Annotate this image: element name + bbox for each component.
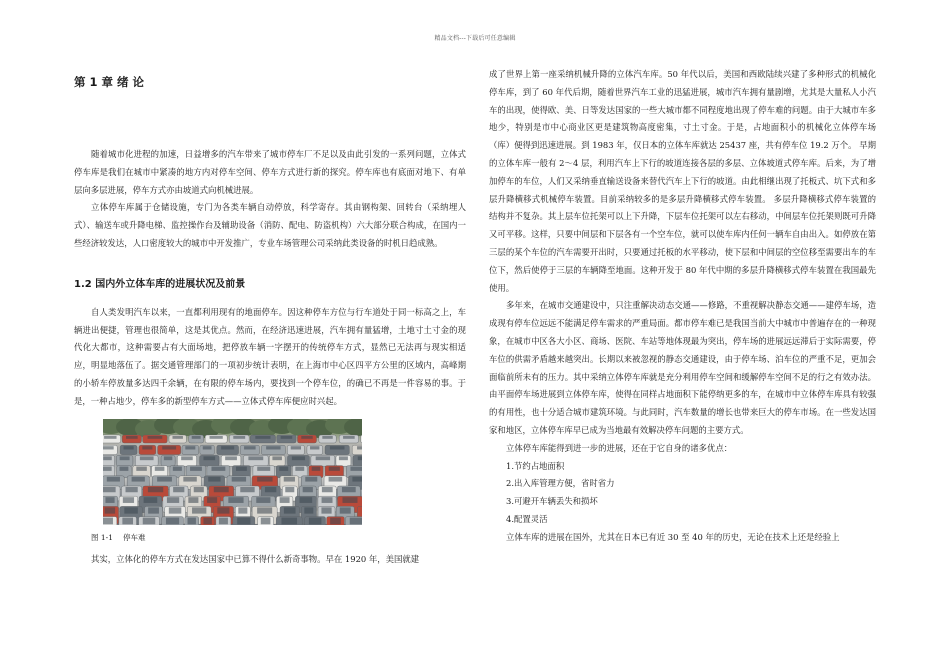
car-window-shape xyxy=(312,466,321,470)
car-window-shape xyxy=(358,456,362,460)
car-window-shape xyxy=(162,446,176,449)
intro-paragraph-1: 随着城市化进程的加速，日益增多的汽车带来了城市停车厂不足以及由此引发的一系列问题，立体式停车库是我们在城市中紧凑的地方内对停车空间、停车方式进行新的探究。停车库也有底面对地下、有单层向多层进展，停车方式亦由坡道式向机械进展。 xyxy=(74,149,466,195)
car-window-shape xyxy=(122,517,133,524)
car-window-shape xyxy=(192,436,201,439)
car-window-shape xyxy=(240,487,254,492)
car-window-shape xyxy=(238,507,247,513)
car-window-shape xyxy=(148,436,163,439)
car-window-shape xyxy=(120,456,130,460)
car-window-shape xyxy=(257,476,272,481)
car-window-shape xyxy=(173,466,182,470)
car-window-shape xyxy=(340,507,351,513)
car-window-shape xyxy=(232,476,246,481)
car-window-shape xyxy=(126,436,138,439)
car-window-shape xyxy=(190,466,202,470)
right-paragraph-4: 立体车库的进展在国外，尤其在日本已有近 30 至 40 年的历史，无论在技术上还是经验上 xyxy=(506,531,840,542)
car-window-shape xyxy=(157,476,172,481)
list-item: 3.可避开车辆丢失和损坏 xyxy=(506,496,598,507)
car-window-shape xyxy=(237,517,250,524)
car-window-shape xyxy=(136,466,147,470)
chapter-title: 第 1 章 绪 论 xyxy=(74,75,145,89)
list-item: 1.节约占地面积 xyxy=(506,460,565,471)
car-window-shape xyxy=(203,456,215,460)
car-window-shape xyxy=(266,446,280,449)
car-window-shape xyxy=(124,446,134,449)
car-window-shape xyxy=(208,476,220,481)
car-window-shape xyxy=(300,497,313,503)
parked-cars-illustration xyxy=(103,419,362,525)
closing-paragraph: 其实，立体化的停车方式在发达国家中已算不得什么新奇事物。早在 1920 年，美国就建 xyxy=(91,553,420,564)
car-window-shape xyxy=(103,456,112,460)
car-window-shape xyxy=(107,476,120,481)
car-shape xyxy=(361,435,362,443)
car-window-shape xyxy=(169,507,181,513)
right-paragraph-2: 多年来，在城市交通建设中，只注重解决动态交通——修路，不重视解决静态交通——建停车场，造成现有停车位远远不能满足停车需求的严重局面。都市停车难已是我国当前大中城市中普遍存在的一种现象，在城市中区各大小区、商场、医院、车站等地体现最为突出，停车场的进展远远滞后于实际需要，停车位的供需矛盾越来越突出。长期以来被忽视的静态交通建设，由于停车场、泊车位的严重不足，更加会面临前所未有的压力。其中采纳立体停车库就是充分利用停车空间和缓解停车空间不足的行之有效办法。由平面停车场进展到立体停车库，使得在同样占地面积下能停纳更多的车，在城市中立体停车库具有较强的有用性，也十分适合城市建筑环境。与此同时，汽车数量的增长也带来巨大的停车市场。在一些发达国家和地区，立体停车库早已成为当地最有效解决停车问题的主要方式。 xyxy=(489,300,876,435)
car-window-shape xyxy=(321,507,331,513)
car-window-shape xyxy=(192,507,206,513)
car-window-shape xyxy=(103,466,112,470)
car-window-shape xyxy=(322,436,332,439)
car-window-shape xyxy=(103,487,116,492)
car-window-shape xyxy=(172,436,182,439)
car-window-shape xyxy=(132,476,145,481)
left-column xyxy=(74,70,466,568)
car-window-shape xyxy=(255,436,270,439)
car-window-shape xyxy=(228,497,243,503)
car-window-shape xyxy=(236,466,247,470)
car-window-shape xyxy=(124,507,138,513)
car-window-shape xyxy=(148,487,163,492)
car-window-shape xyxy=(284,476,295,481)
figure-label: 图 1-1 xyxy=(91,532,113,542)
car-window-shape xyxy=(350,517,362,524)
car-window-shape xyxy=(330,517,341,524)
car-window-shape xyxy=(329,466,340,470)
car-window-shape xyxy=(279,466,288,470)
car-window-shape xyxy=(164,456,172,460)
car-window-shape xyxy=(183,476,196,481)
car-window-shape xyxy=(248,456,263,460)
car-window-shape xyxy=(350,466,362,470)
car-window-shape xyxy=(272,456,282,460)
list-item: 2.出入库管理方便，省时省力 xyxy=(506,478,615,489)
right-paragraph-3: 立体停车库能得到进一步的进展，还在于它自身的诸多优点： xyxy=(506,442,733,453)
car-window-shape xyxy=(343,436,355,439)
car-window-shape xyxy=(233,436,245,439)
car-window-shape xyxy=(104,436,116,439)
car-window-shape xyxy=(211,466,225,470)
car-window-shape xyxy=(167,497,179,503)
car-window-shape xyxy=(281,517,297,524)
car-window-shape xyxy=(330,446,345,449)
car-window-shape xyxy=(207,497,217,503)
car-window-shape xyxy=(217,507,229,513)
car-window-shape xyxy=(257,466,270,470)
car-window-shape xyxy=(194,487,204,492)
car-window-shape xyxy=(173,487,184,492)
car-window-shape xyxy=(214,487,229,492)
parking-lot-photo xyxy=(103,419,362,525)
intro-paragraph-2: 立体停车库属于仓储设施，专门为各类车辆自动停放，科学寄存。其由钢构架、回转台（采纳埋人式）、输送车或升降电梯、监控操作台及辅助设备（消防、配电、防盗机构）六大部分联合构成，在国内一些经济较发达，人口密度较大的城市中开发推广，专业车场管理公司采纳此类设备的时机日趋成熟。 xyxy=(74,202,466,248)
car-window-shape xyxy=(304,507,313,513)
car-window-shape xyxy=(305,476,317,481)
car-window-shape xyxy=(105,497,114,503)
car-window-shape xyxy=(295,466,304,470)
car-window-shape xyxy=(342,497,357,503)
car-window-shape xyxy=(292,456,305,460)
car-window-shape xyxy=(181,456,193,460)
car-window-shape xyxy=(188,497,198,503)
car-window-shape xyxy=(256,497,270,503)
car-window-shape xyxy=(322,497,333,503)
car-window-shape xyxy=(188,517,196,524)
car-window-shape xyxy=(342,487,356,492)
car-window-shape xyxy=(291,446,301,449)
figure-caption xyxy=(91,531,466,545)
car-window-shape xyxy=(143,517,155,524)
section-title: 1.2 国内外立体车库的进展状况及前景 xyxy=(74,278,246,290)
car-window-shape xyxy=(301,436,312,439)
car-window-shape xyxy=(166,517,179,524)
car-window-shape xyxy=(185,446,195,449)
right-paragraph-1: 成了世界上第一座采纳机械升降的立体汽车库。50 年代以后，美国和西欧陆续兴建了多种形式的机械化停车库，到了 60 年代后期，随着世界汽车工业的迅猛进展，城市汽车拥有量剧增，尤其是大量私人小汽车的出现，使得欧、美、日等发达国家的一些大城市都不同程度地出现了停车难的问题。由于大城市车多地少，特别是市中心商业区更是建筑物高度密集，寸土寸金。于是，占地面积小的机械化立体停车场（库）便得到迅速进展。到 1983 年，仅日本的立体车库就达 25437 座，共有停车位 19.2 万个。 早期的立体车库一般有 2～4 层，利用汽车上下行的坡道连接各层的多层、立体坡道式停车库。后来，为了增加停车的车位，人们又采纳垂直输送设备来替代汽车上下行的坡道。由此相继出现了托板式、坑下式和多层升降横移式机械停车装置。目前采纳较多的是多层升降横移式停车装置。 多层升降横移式停车装置的结构并不复杂。其上层车位托架可以上下升降，下层车位托架可以左右移动，中间层车位托架则既可升降又可平移。这样，只要中间层和下层各有一个空车位，就可以使车库内任何一辆车自由出入。如停放在第三层的某个车位的汽车需要开出时，只要通过托板的水平移动，使下层和中间层的空位移至需要出车的车位下，然后使停于三层的车辆降至地面。这种开发于 80 年代中期的多层升降横移式停车装置在我国最先使用。 xyxy=(489,69,876,293)
page-header: 精品文档---下载后可任意编辑 xyxy=(434,35,516,42)
car-window-shape xyxy=(221,446,234,449)
advantages-list xyxy=(489,458,876,529)
car-window-shape xyxy=(280,497,290,503)
right-column xyxy=(489,66,876,547)
car-window-shape xyxy=(203,517,211,524)
car-window-shape xyxy=(155,466,165,470)
car-window-shape xyxy=(257,507,272,513)
car-window-shape xyxy=(203,446,212,449)
car-window-shape xyxy=(244,446,256,449)
car-window-shape xyxy=(144,497,158,503)
car-window-shape xyxy=(123,497,134,503)
car-window-shape xyxy=(310,446,319,449)
list-item: 4.配置灵活 xyxy=(506,513,548,524)
car-window-shape xyxy=(261,517,271,524)
car-window-shape xyxy=(316,456,330,460)
car-window-shape xyxy=(329,476,343,481)
car-window-shape xyxy=(322,487,333,492)
car-window-shape xyxy=(285,487,294,492)
car-window-shape xyxy=(225,456,237,460)
figure-caption-text: 停车难 xyxy=(122,532,146,542)
car-window-shape xyxy=(352,476,362,481)
car-window-shape xyxy=(126,487,138,492)
section-paragraph-1: 自人类发明汽车以来，一直都利用现有的地面停车。因这种停车方位与行车道处于同一标高之上，车辆进出便捷，管理也很简单，这是其优点。然而，在经济迅速进展，汽车拥有量猛增，土地寸土寸金的现代化大都市，这种需要占有大面场地，把停放车辆一字摆开的传统停车方式，显然已无法再与现实相适应，明显地落伍了。据交通管理部门的一项初步统计表明，在上海市中心区四平方公里的区域内，高峰期的小轿车停放量多达四千余辆，在有限的停车场内，要找到一个停车位，的确已不再是一件容易的事。于是，一种占地少，停车多的新型停车方式——立体式停车库便应时兴起。 xyxy=(74,306,466,406)
car-window-shape xyxy=(219,517,228,524)
car-window-shape xyxy=(284,507,296,513)
car-window-shape xyxy=(103,446,114,449)
car-window-shape xyxy=(105,507,115,513)
car-window-shape xyxy=(120,466,129,470)
car-window-shape xyxy=(309,517,322,524)
car-window-shape xyxy=(303,487,313,492)
car-window-shape xyxy=(142,446,152,449)
car-window-shape xyxy=(148,507,159,513)
car-window-shape xyxy=(339,456,348,460)
car-window-shape xyxy=(281,436,293,439)
car-window-shape xyxy=(357,446,362,449)
car-window-shape xyxy=(210,436,223,439)
car-window-shape xyxy=(140,456,154,460)
car-window-shape xyxy=(103,517,113,524)
car-window-shape xyxy=(265,487,276,492)
